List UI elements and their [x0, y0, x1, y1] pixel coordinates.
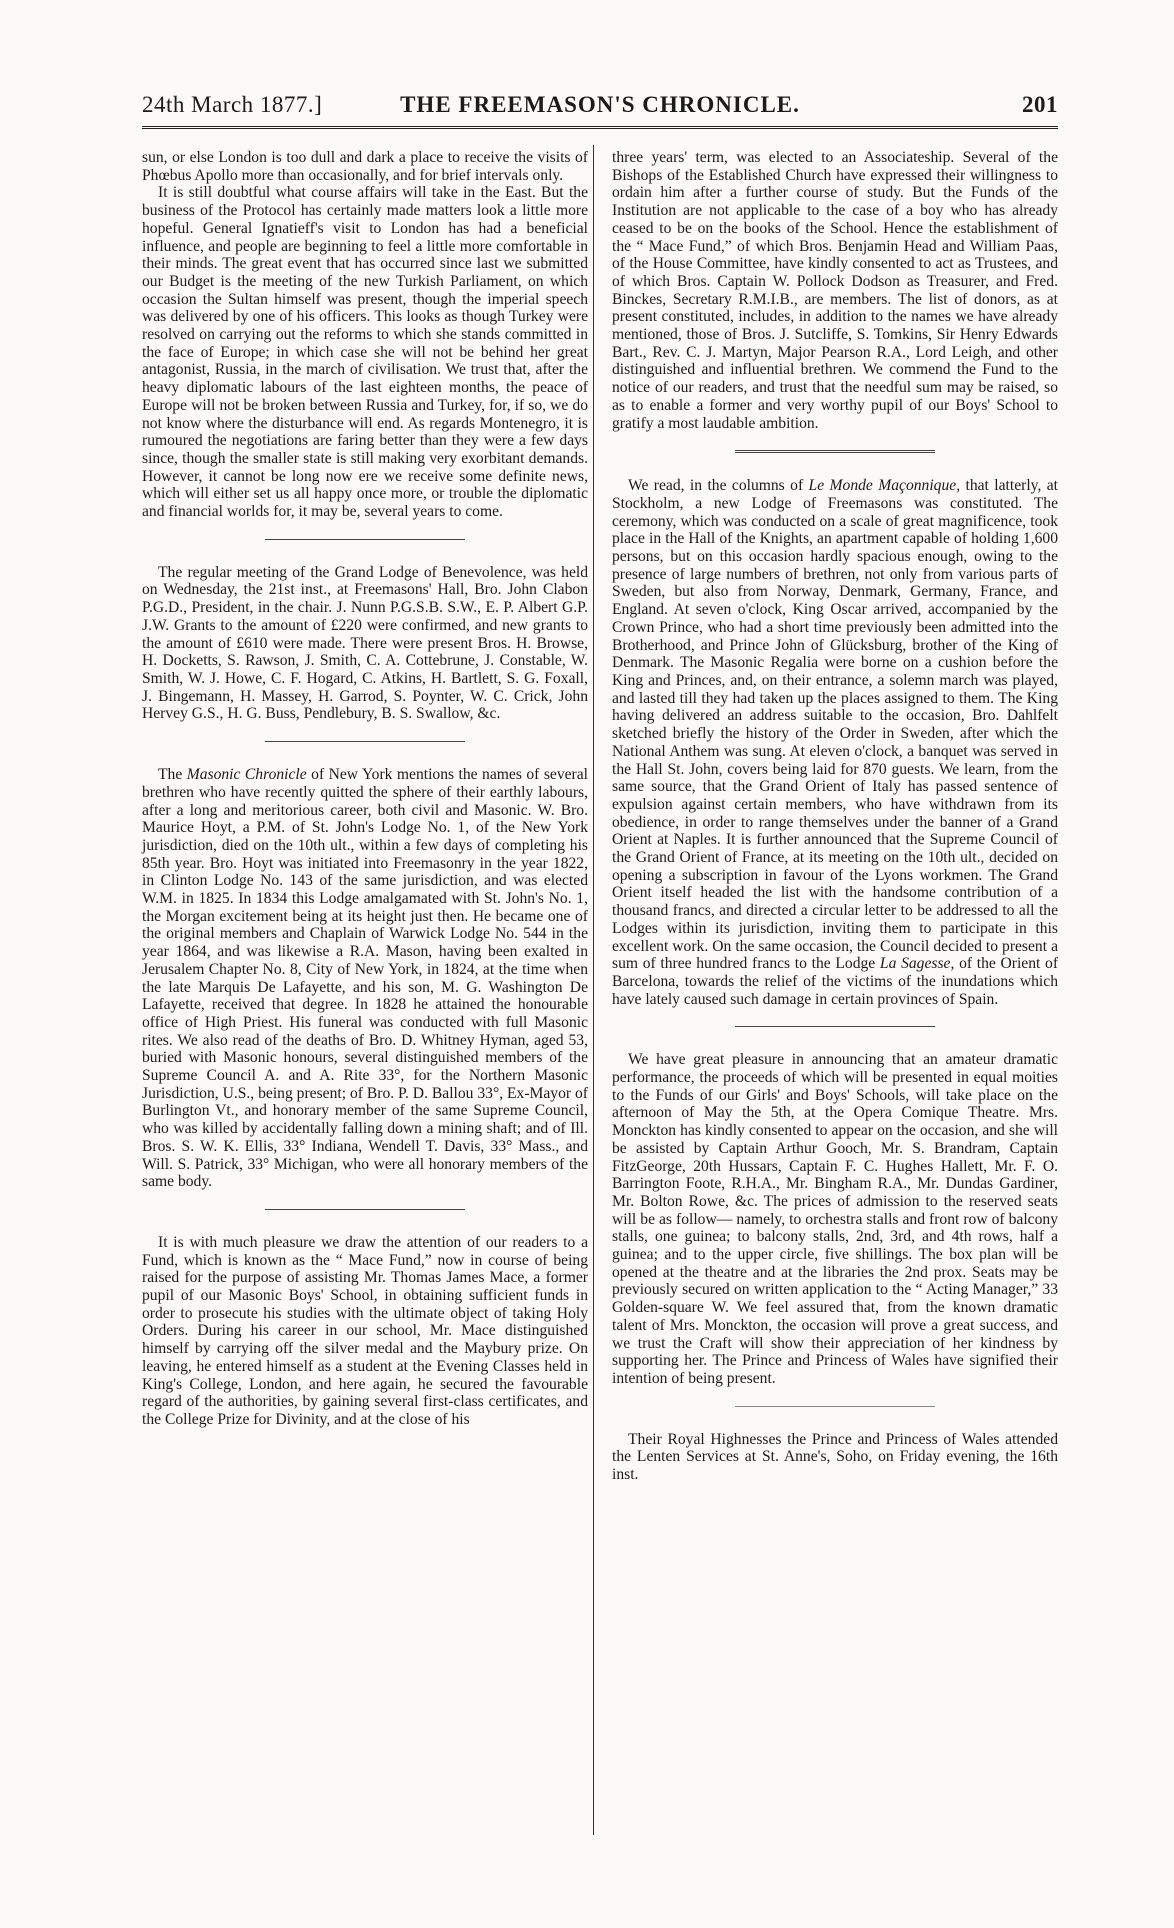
monde-title: Le Monde Maçonnique, [808, 477, 961, 495]
masthead [142, 86, 1058, 129]
article-separator [735, 450, 935, 453]
article-separator [735, 1406, 935, 1407]
chronicle-tail: of New York mentions the names [311, 766, 522, 784]
right-column [612, 149, 1058, 1484]
article-columns [142, 149, 1058, 1484]
paragraph-eastern-question: It is still doubtful what course affairs will take in the East. But the business of the Protocol has certainly made matters look a little more hopeful. General Ignatieff's visit to London has had a beneficial influence, and people are beginning to feel a little more comfortable in their minds. The great event that has occurred since last we submitted our Budget is the meeting of the new Turkish Parliament, on which occasion the Sultan himself was present, though the imperial speech was delivered by one of his officers. This looks as though Turkey were resolved on carrying out the reforms to which she stands committed in the face of Europe; in which case she will not be behind her great antagonist, Russia, in the march of civilisation. We trust that, after the heavy diplomatic labours of the last eighteen months, the peace of Europe will not be broken between Russia and Turkey, for, if so, we do not know where the disturbance will end. As regards Montenegro, it is rumoured the negotiations are faring better than they were a few days since, though the smaller state is still making very exorbitant demands. However, it cannot be long now ere we receive some definite news, which will either set us all happy once more, or trouble the diplomatic and financial worlds for, it may be, several years to come. [142, 184, 588, 521]
paragraph-weather-continued: sun, or else London is too dull and dark a place to receive the visits of Phœbus Apollo more than occasionally, and for brief intervals only. [142, 149, 588, 184]
article-separator [735, 1026, 935, 1027]
paragraph-stockholm-lodge [612, 477, 1058, 1008]
left-column [142, 149, 588, 1484]
monde-lead: We read, in the columns of [628, 477, 804, 495]
monde-tail: that [965, 477, 989, 495]
paragraph-grand-lodge-benevolence: The regular meeting of the Grand Lodge of Benevolence, was held on Wednesday, the 21st inst., at Freemasons' Hall, Bro. John Clabon P.G.D., President, in the chair. J. Nunn P.G.S.B. S.W., E. P. Albert G.P. J.W. Grants to the amount of £220 were confirmed, and new grants to the amount of £610 were made. There were present Bros. H. Browse, H. Docketts, S. Rawson, J. Smith, C. A. Cottebrune, J. Constable, W. Smith, W. J. Howe, C. F. Hogard, C. Atkins, H. Bartlett, S. G. Foxall, J. Bingemann, H. Massey, H. Garrod, S. Poynter, W. C. Crick, John Hervey G.S., H. G. Buss, Pendlebury, B. S. Swallow, &c. [142, 563, 588, 723]
paragraph-dramatic-performance: We have great pleasure in announcing that an amateur dramatic performance, the proceeds of which will be presented in equal moities to the Funds of our Girls' and Boys' Schools, will take place on the afternoon of May the 5th, at the Opera Comique Theatre. Mrs. Monckton has kindly consented to appear on the occasion, and she will be assisted by Captain Arthur Gooch, Mr. S. Brandram, Captain FitzGeorge, 20th Hussars, Captain F. C. Hughes Hallett, Mr. F. O. Barrington Foote, R.H.A., Mr. Bingham R.A., Mr. Dundas Gardiner, Mr. Bolton Rowe, &c. The prices of admission to the reserved seats will be as follow— namely, to orchestra stalls and front row of balcony stalls, one guinea; to balcony stalls, 2nd, 3rd, and 4th rows, half a guinea; and to the upper circle, five shillings. The box plan will be opened at the theatre and at the libraries the 2nd prox. Seats may be previously secured on written application to the “ Acting Manager,” 33 Golden-square W. We feel assured that, from the known dramatic talent of Mrs. Monckton, the occasion will prove a great success, and we trust the Craft will show their appreciation of her kindness by supporting her. The Prince and Princess of Wales have signified their intention of being present. [612, 1051, 1058, 1387]
stockholm-body: latterly, at Stockholm, a new Lodge of Freemasons was constituted. The ceremony, which was conducted on a scale of great magnificence, took place in the Hall of the Knights, an apartment capable of holding 1,600 persons, but on this occasion hardly spacious enough, owing to the presence of large numbers of brethren, not only from various parts of Sweden, but also from Norway, Denmark, Germany, France, and England. At seven o'clock, King Oscar arrived, accompanied by the Crown Prince, who had a short time previously been admitted into the Brotherhood, and Prince John of Glücksburg, brother of the King of Denmark. The Masonic Regalia were borne on a cushion before the King and Princes, and, on their entrance, a solemn march was played, and lasted till they had taken up the places assigned to them. The King having delivered an address suitable to the occasion, Bro. Dahlfelt sketched briefly the history of the Order in Sweden, after which the National Anthem was sung. At eleven o'clock, a banquet was served in the Hall St. John, covers being laid for 870 guests. We learn, from the same source, that the Grand Orient of Italy has passed sentence of expulsion against certain members, who have withdrawn from its obedience, in order to range themselves under the banner of a Grand Orient at Naples. It is further announced that the Supreme Council of the Grand Orient of France, at its meeting on the 10th ult., decided on opening a subscription in favour of the Lyons workmen. The Grand Orient itself headed the list with the handsome contribution of a thousand francs, and directed a circular letter to be addressed to all the Lodges within its jurisdiction, inviting them to participate in this excellent work. On the same occasion, the Council decided to present a sum of three hundred francs to the Lodge [612, 477, 1058, 973]
paragraph-royal-highnesses: Their Royal Highnesses the Prince and Princess of Wales attended the Lenten Services at St. Anne's, Soho, on Friday evening, the 16th inst. [612, 1430, 1058, 1484]
paragraph-mace-fund-continued: three years' term, was elected to an Associateship. Several of the Bishops of the Established Church have expressed their willingness to ordain him after a further course of study. But the Funds of the Institution are not applicable to the case of a boy who has already ceased to be on the books of the School. Hence the establishment of the “ Mace Fund,” of which Bros. Benjamin Head and William Paas, of the House Committee, have kindly consented to act as Trustees, and of which Bros. Captain W. Pollock Dodson as Treasurer, and Fred. Binckes, Secretary R.M.I.B., are members. The list of donors, as at present constituted, includes, in addition to the names we have already mentioned, those of Bros. J. Sutcliffe, S. Tomkins, Sir Henry Edwards Bart., Rev. C. J. Martyn, Major Pearson R.A., Lord Leigh, and other distinguished and influential brethren. We commend the Fund to the notice of our readers, and trust that the needful sum may be raised, so as to enable a former and very worthy pupil of our Boys' School to gratify a most laudable ambition. [612, 149, 1058, 432]
article-separator [265, 741, 465, 742]
page-number: 201 [1022, 92, 1058, 117]
la-sagesse-title: La Sagesse, [879, 955, 955, 973]
column-rule [593, 145, 594, 1835]
chronicle-title: Masonic Chronicle [186, 766, 307, 784]
la-sagesse-tail: of the Orient of Barcelona, towards the relief of the victims [612, 955, 1059, 990]
chronicle-lead: The [158, 766, 183, 784]
publication-title: THE FREEMASON'S CHRONICLE. [400, 92, 800, 117]
article-separator [265, 1209, 465, 1210]
chronicle-body: of several brethren who have recently quitted the sphere of their earthly labours, after a long and meritorious career, both civil and Masonic. W. Bro. Maurice Hoyt, a P.M. of St. John's Lodge No. 1, of the New York jurisdiction, died on the 10th ult., within a few days of completing his 85th year. Bro. Hoyt was initiated into Freemasonry in the year 1822, in Clinton Lodge No. 143 of the same jurisdiction, and was elected W.M. in 1825. In 1834 this Lodge amalgamated with St. John's No. 1, the Morgan excitement being at its height just then. He became one of the original members and Chaplain of Warwick Lodge No. 544 in the year 1864, and was likewise a R.A. Mason, having been exalted in Jerusalem Chapter No. 8, City of New York, in 1824, at the time when the late Marquis De Lafayette, and his son, M. G. Washington De Lafayette, received that degree. In 1828 he attained the honourable office of High Priest. His funeral was conducted with full Masonic rites. We also read of the deaths of Bro. D. Whitney Hyman, aged 53, buried with Masonic honours, several distinguished members of the Supreme Council A. and A. Rite 33°, for the Northern Masonic Jurisdiction, U.S., being present; of Bro. P. D. Ballou 33°, Ex-Mayor of Burlington Vt., and honorary member of the same Supreme Council, who was killed by accidentally falling down a mining shaft; and of Ill. Bros. S. W. K. Ellis, 33° Indiana, Wendell T. Davis, 33° Mass., and Will. S. Patrick, 33° Michigan, who were all honorary members of the same body. [142, 766, 588, 1191]
spain-inundations: of the inundations which have lately caused such damage in certain provinces of Spain. [612, 972, 1058, 1008]
paragraph-mace-fund: It is with much pleasure we draw the attention of our readers to a Fund, which is known as the “ Mace Fund,” now in course of being raised for the purpose of assisting Mr. Thomas James Mace, a former pupil of our Masonic Boys' School, in obtaining sufficient funds in order to prosecute his studies with the ultimate object of taking Holy Orders. During his career in our school, Mr. Mace distinguished himself by carrying off the silver medal and the Maybury prize. On leaving, he entered himself as a student at the Evening Classes held in King's College, London, and here again, he secured the favourable regard of the authorities, by gaining several first-class certificates, and the College Prize for Divinity, and at the close of his [142, 1233, 588, 1428]
paragraph-masonic-chronicle-obituaries [142, 766, 588, 1191]
article-separator [265, 539, 465, 540]
issue-date: 24th March 1877.] [142, 92, 323, 117]
